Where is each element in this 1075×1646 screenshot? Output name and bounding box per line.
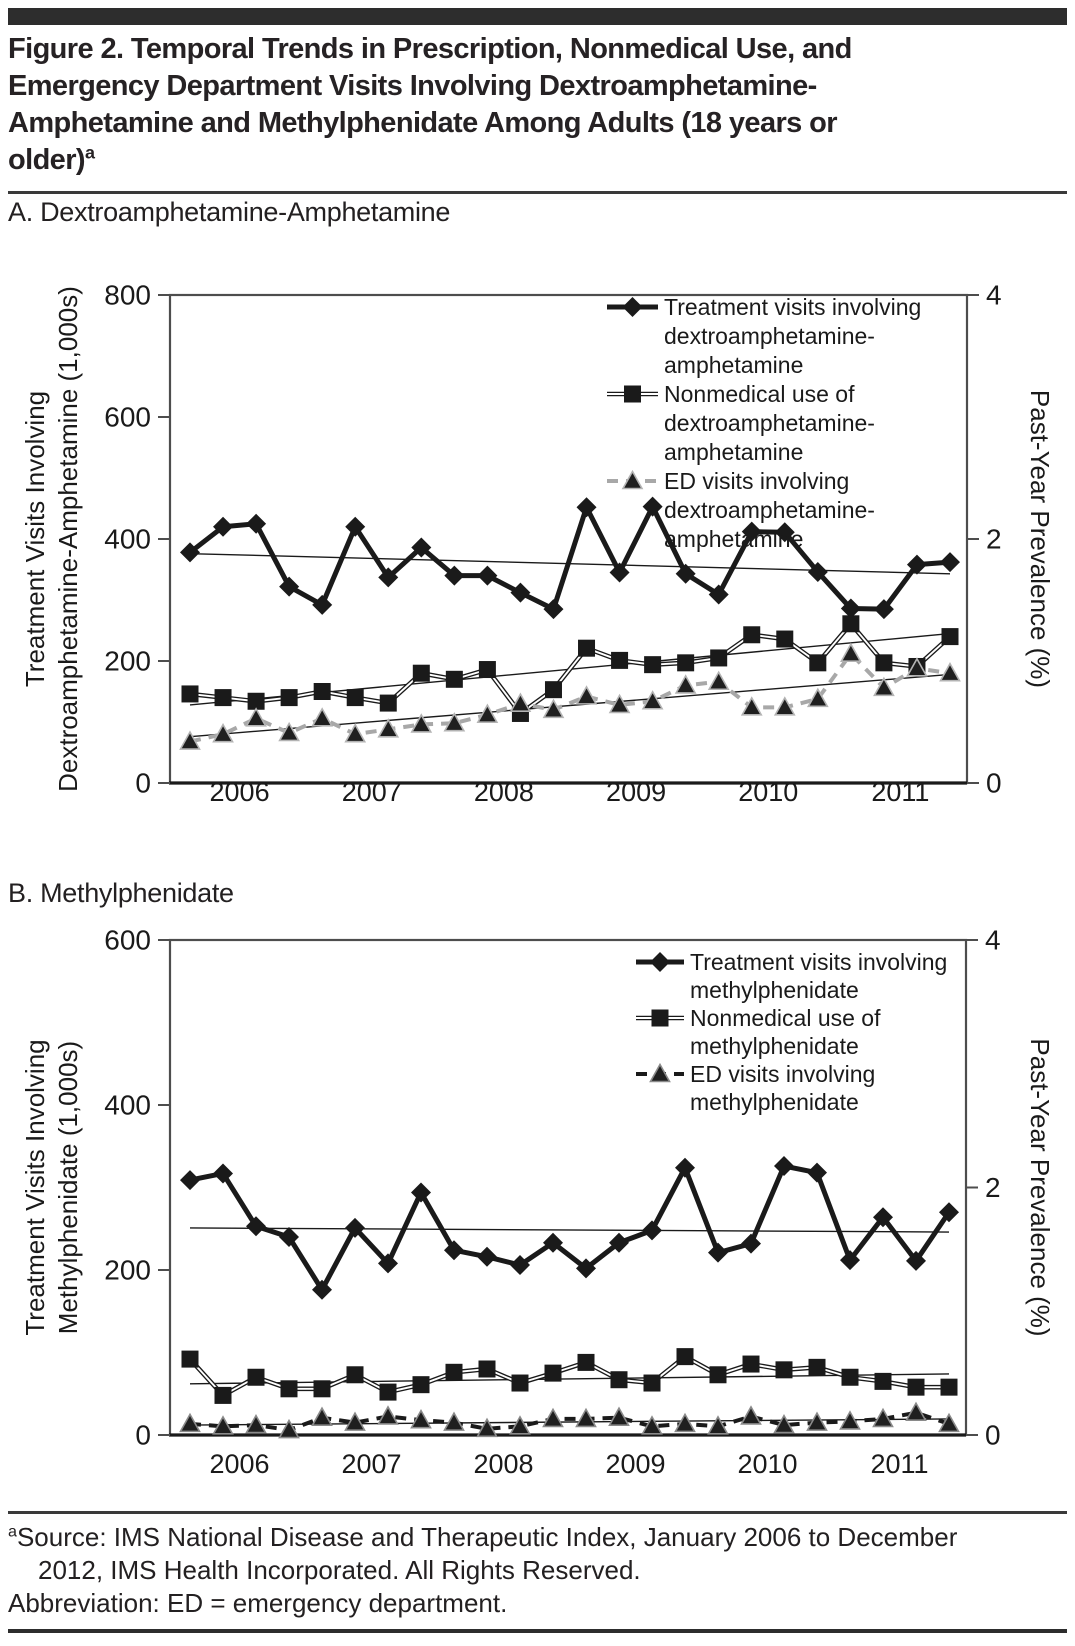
y-right-tick-label-A: 4 (986, 279, 1002, 311)
marker-square-nonmedical-B (578, 1354, 595, 1371)
legend-label-ed-B: ED visits involving (690, 1061, 876, 1087)
footer-abbreviation: Abbreviation: ED = emergency department. (8, 1588, 508, 1618)
marker-diamond-treatment-B (741, 1234, 761, 1254)
legend-label-nonmedical-A: Nonmedical use of (664, 381, 855, 407)
marker-square-nonmedical-A (380, 695, 397, 712)
marker-square-nonmedical-B (611, 1371, 628, 1388)
marker-triangle-ed-A (941, 664, 960, 681)
y-left-axis-title-B: Methylphenidate (1,000s) (53, 1040, 83, 1335)
marker-diamond-treatment-B (675, 1158, 695, 1178)
marker-square-nonmedical-A (182, 685, 199, 702)
marker-triangle-ed-A (841, 644, 860, 661)
series-line-inner-nonmedical-A (190, 624, 950, 714)
marker-square-nonmedical-A (578, 640, 595, 657)
panel-b-label: B. Methylphenidate (8, 878, 234, 908)
marker-triangle-ed-A (709, 672, 728, 689)
marker-diamond-treatment-A (940, 552, 960, 572)
plot-border-A (170, 295, 967, 783)
marker-diamond-treatment-A (477, 566, 497, 586)
y-left-tick-label-A: 200 (104, 645, 151, 677)
marker-triangle-ed-A (577, 687, 596, 704)
y-left-tick-label-A: 0 (135, 767, 151, 799)
marker-square-nonmedical-A (710, 649, 727, 666)
marker-square-nonmedical-A (809, 654, 826, 671)
legend-label-treatment-A: amphetamine (664, 352, 804, 378)
marker-diamond-treatment-A (246, 514, 266, 534)
title-line-2: Emergency Department Visits Involving Dextroamphetamine- (8, 70, 817, 102)
legend-marker-treatment-A (623, 297, 643, 317)
y-right-axis-title-B: Past-Year Prevalence (%) (1025, 1038, 1055, 1337)
marker-diamond-treatment-B (180, 1170, 200, 1190)
legend-marker-nonmedical-B (652, 1010, 669, 1027)
marker-triangle-ed-A (313, 709, 332, 726)
marker-square-nonmedical-B (545, 1365, 562, 1382)
marker-square-nonmedical-A (281, 689, 298, 706)
legend-label-nonmedical-A: dextroamphetamine- (664, 410, 875, 436)
marker-square-nonmedical-B (347, 1366, 364, 1383)
chart-panel-b (0, 915, 1075, 1490)
legend-marker-nonmedical-A (624, 386, 641, 403)
legend-label-ed-A: dextroamphetamine- (664, 497, 875, 523)
legend-label-treatment-A: Treatment visits involving (664, 294, 922, 320)
axes-B (20, 925, 1055, 1480)
marker-square-nonmedical-A (215, 689, 232, 706)
y-right-tick-label-B: 0 (985, 1419, 1001, 1451)
footer-footnote-marker: a (8, 1522, 17, 1541)
marker-square-nonmedical-A (776, 631, 793, 648)
marker-square-nonmedical-B (875, 1373, 892, 1390)
legend-B (636, 949, 947, 1115)
marker-square-nonmedical-A (347, 689, 364, 706)
title-line-1: Figure 2. Temporal Trends in Prescription, Nonmedical Use, and (8, 33, 852, 65)
marker-square-nonmedical-B (380, 1384, 397, 1401)
marker-square-nonmedical-A (644, 656, 661, 673)
marker-square-nonmedical-A (413, 665, 430, 682)
legend-label-treatment-B: Treatment visits involving (690, 949, 948, 975)
legend-label-nonmedical-B: Nonmedical use of (690, 1005, 881, 1031)
marker-square-nonmedical-A (942, 628, 959, 645)
series-nonmedical-B (182, 1348, 958, 1404)
legend-label-nonmedical-B: methylphenidate (690, 1033, 859, 1059)
marker-square-nonmedical-B (941, 1379, 958, 1396)
y-left-tick-label-B: 200 (104, 1254, 151, 1286)
marker-square-nonmedical-B (413, 1376, 430, 1393)
y-left-tick-label-A: 800 (104, 279, 151, 311)
footer-source-text: Source: IMS National Disease and Therapeutic Index, January 2006 to December (16, 1522, 958, 1552)
marker-diamond-treatment-B (642, 1220, 662, 1240)
y-left-tick-label-B: 600 (104, 924, 151, 956)
marker-triangle-ed-B (280, 1421, 299, 1438)
x-year-label-A: 2007 (341, 777, 402, 807)
y-left-axis-title-A: Treatment Visits Involving (20, 390, 50, 688)
marker-square-nonmedical-B (842, 1369, 859, 1386)
y-right-tick-label-B: 4 (985, 924, 1001, 956)
trendline-treatment-B (190, 1228, 949, 1232)
footer-divider-rule (8, 1511, 1067, 1514)
marker-square-nonmedical-B (644, 1375, 661, 1392)
marker-square-nonmedical-B (776, 1361, 793, 1378)
legend-label-ed-A: amphetamine (664, 526, 804, 552)
marker-square-nonmedical-A (446, 671, 463, 688)
title-line-4 (8, 142, 1070, 179)
top-bar (8, 8, 1067, 25)
marker-square-nonmedical-B (248, 1369, 265, 1386)
legend-label-ed-B: methylphenidate (690, 1089, 859, 1115)
legend-marker-ed-A (623, 472, 642, 489)
title-line-4-text: older) (8, 144, 85, 176)
title-divider-rule (8, 191, 1067, 194)
marker-diamond-treatment-A (543, 599, 563, 619)
trendlines-A (190, 554, 950, 737)
marker-diamond-treatment-B (411, 1182, 431, 1202)
marker-diamond-treatment-A (279, 577, 299, 597)
marker-square-nonmedical-A (875, 654, 892, 671)
marker-diamond-treatment-B (807, 1163, 827, 1183)
x-year-label-B: 2011 (870, 1449, 929, 1479)
trendline-nonmedical-B (190, 1374, 949, 1384)
marker-square-nonmedical-A (743, 626, 760, 643)
marker-square-nonmedical-B (446, 1364, 463, 1381)
marker-triangle-ed-B (742, 1407, 761, 1424)
marker-square-nonmedical-A (314, 683, 331, 700)
marker-square-nonmedical-A (611, 652, 628, 669)
y-right-tick-label-A: 2 (986, 523, 1002, 555)
marker-square-nonmedical-A (545, 681, 562, 698)
x-year-label-B: 2009 (605, 1449, 666, 1479)
marker-triangle-ed-B (445, 1413, 464, 1430)
marker-triangle-ed-A (676, 676, 695, 693)
marker-diamond-treatment-A (577, 497, 597, 517)
marker-triangle-ed-B (544, 1409, 563, 1426)
marker-diamond-treatment-B (774, 1156, 794, 1176)
legend-label-nonmedical-A: amphetamine (664, 439, 804, 465)
y-left-tick-label-B: 0 (135, 1419, 151, 1451)
y-right-axis-title-A: Past-Year Prevalence (%) (1025, 389, 1055, 689)
marker-square-nonmedical-B (743, 1356, 760, 1373)
x-year-label-A: 2010 (738, 777, 799, 807)
x-year-label-A: 2008 (473, 777, 534, 807)
marker-square-nonmedical-B (479, 1361, 496, 1378)
panel-a-label: A. Dextroamphetamine-Amphetamine (8, 197, 451, 227)
chart-panel-a (0, 240, 1075, 825)
axes-A (20, 280, 1055, 808)
marker-triangle-ed-A (742, 698, 761, 715)
y-left-tick-label-A: 600 (104, 401, 151, 433)
marker-square-nonmedical-B (281, 1380, 298, 1397)
title-line-3: Amphetamine and Methylphenidate Among Adults (18 years or (8, 107, 837, 139)
marker-square-nonmedical-B (512, 1375, 529, 1392)
footer-source-line-1 (8, 1521, 1070, 1554)
legend-label-treatment-B: methylphenidate (690, 977, 859, 1003)
marker-triangle-ed-A (247, 709, 266, 726)
y-left-tick-label-A: 400 (104, 523, 151, 555)
marker-triangle-ed-B (907, 1403, 926, 1420)
marker-square-nonmedical-B (215, 1387, 232, 1404)
marker-square-nonmedical-B (314, 1380, 331, 1397)
footer-source-line-2: 2012, IMS Health Incorporated. All Rights Reserved. (38, 1555, 641, 1585)
y-left-axis-title-B: Treatment Visits Involving (20, 1039, 50, 1336)
marker-triangle-ed-A (478, 705, 497, 722)
marker-diamond-treatment-A (643, 497, 663, 517)
marker-square-nonmedical-A (677, 654, 694, 671)
marker-square-nonmedical-B (677, 1348, 694, 1365)
y-right-tick-label-B: 2 (985, 1172, 1001, 1203)
marker-triangle-ed-B (379, 1407, 398, 1424)
legend-marker-ed-B (651, 1065, 670, 1082)
marker-square-nonmedical-B (809, 1359, 826, 1376)
marker-diamond-treatment-A (510, 583, 530, 603)
x-year-label-B: 2008 (473, 1449, 534, 1479)
marker-square-nonmedical-B (182, 1351, 199, 1368)
title-footnote-marker: a (84, 142, 95, 163)
x-year-label-B: 2010 (737, 1449, 798, 1479)
x-year-label-B: 2006 (209, 1449, 270, 1479)
bottom-rule (8, 1629, 1067, 1633)
x-year-label-A: 2011 (871, 777, 930, 807)
figure-title (8, 31, 1070, 179)
y-left-tick-label-B: 400 (104, 1089, 151, 1121)
legend-marker-treatment-B (650, 952, 670, 972)
marker-square-nonmedical-B (710, 1366, 727, 1383)
legend-label-ed-A: ED visits involving (664, 468, 850, 494)
marker-diamond-treatment-B (444, 1240, 464, 1260)
marker-square-nonmedical-B (908, 1379, 925, 1396)
legend-label-treatment-A: dextroamphetamine- (664, 323, 875, 349)
marker-diamond-treatment-B (708, 1243, 728, 1263)
x-year-label-A: 2009 (606, 777, 667, 807)
y-right-tick-label-A: 0 (986, 767, 1002, 799)
footer (8, 1521, 1070, 1620)
x-year-label-B: 2007 (341, 1449, 402, 1479)
x-year-label-A: 2006 (209, 777, 270, 807)
marker-square-nonmedical-A (479, 661, 496, 678)
marker-diamond-treatment-B (477, 1247, 497, 1267)
marker-diamond-treatment-A (312, 595, 332, 615)
y-left-axis-title-A: Dextroamphetamine-Amphetamine (1,000s) (53, 286, 83, 792)
